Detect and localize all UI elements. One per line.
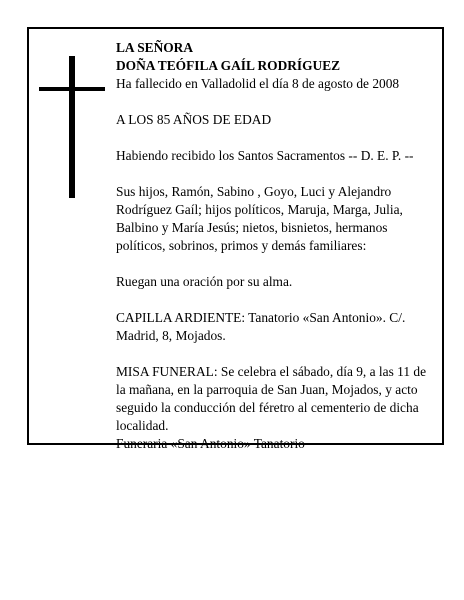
notice-title: LA SEÑORA bbox=[116, 40, 194, 55]
notice-content bbox=[116, 39, 432, 453]
deceased-name: DOÑA TEÓFILA GAÍL RODRÍGUEZ bbox=[116, 58, 341, 73]
obituary-notice bbox=[27, 27, 444, 451]
chapel-text: CAPILLA ARDIENTE: Tanatorio «San Antonio». C/. Madrid, 8, Mojados. bbox=[116, 310, 406, 343]
death-announcement: Ha fallecido en Valladolid el día 8 de agosto de 2008 bbox=[116, 76, 400, 91]
family-text: Sus hijos, Ramón, Sabino , Goyo, Luci y Alejandro Rodríguez Gaíl; hijos políticos, Maruja, Marga, Julia, Balbino y María Jesús; nietos, bisnietos, hermanos políticos, sobrinos, primos y demás familiares: bbox=[116, 184, 403, 253]
sacraments-line: Habiendo recibido los Santos Sacramentos -- D. E. P. -- bbox=[116, 148, 414, 163]
age-line: A LOS 85 AÑOS DE EDAD bbox=[116, 112, 272, 127]
prayer-line: Ruegan una oración por su alma. bbox=[116, 274, 293, 289]
cross-horizontal-bar bbox=[39, 87, 105, 91]
funeral-home-line: Funeraria «San Antonio» Tanatorio bbox=[116, 436, 305, 451]
cross-vertical-bar bbox=[69, 56, 75, 198]
funeral-text: MISA FUNERAL: Se celebra el sábado, día 9, a las 11 de la mañana, en la parroquia de San Juan, Mojados, y acto seguido la conducción del féretro al cementerio de dicha localidad. bbox=[116, 364, 427, 433]
